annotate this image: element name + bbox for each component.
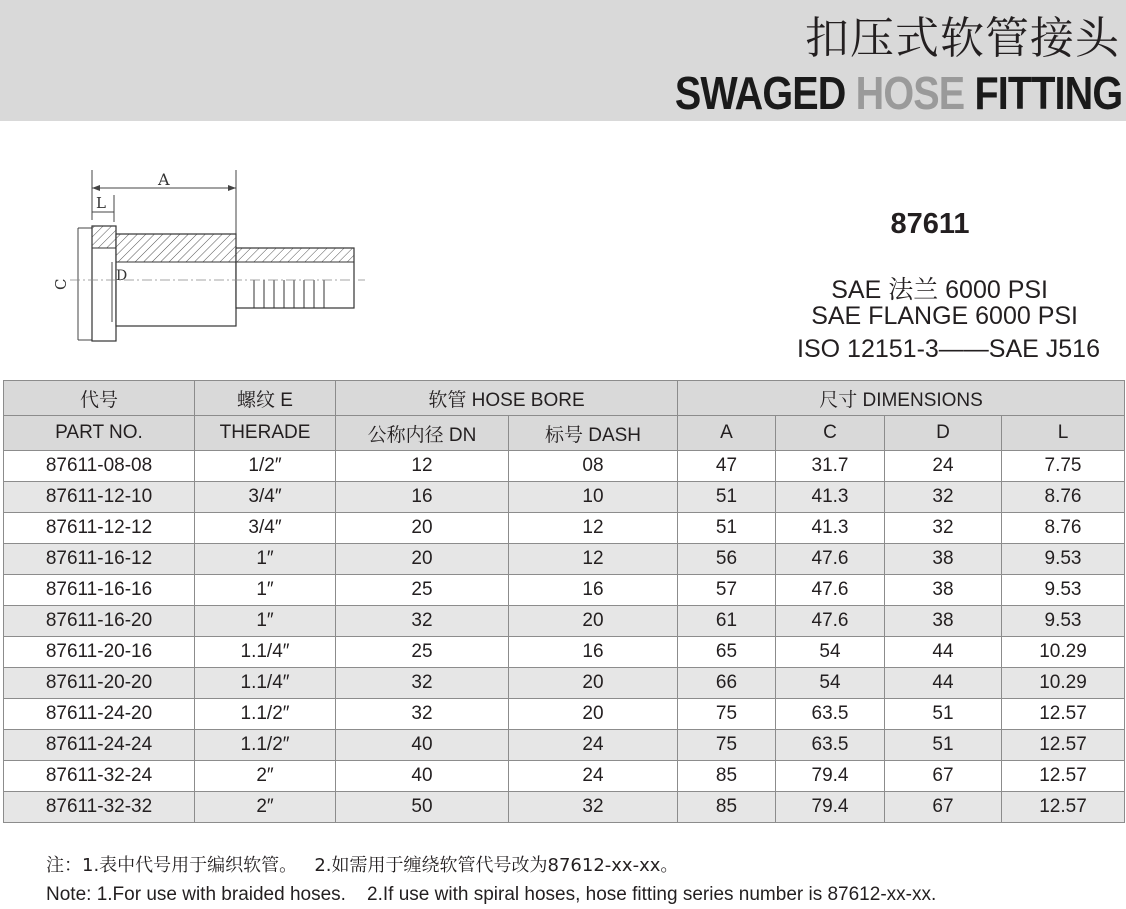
dash-cell: 20 [509, 699, 678, 730]
dim-a-cell: 56 [678, 544, 776, 575]
thread-cell: 1.1/2″ [195, 699, 336, 730]
dim-c-cell: 79.4 [776, 792, 885, 823]
dn-cell: 12 [336, 451, 509, 482]
thread-cell: 1″ [195, 544, 336, 575]
header-c: C [776, 416, 885, 451]
dim-l-cell: 12.57 [1002, 761, 1125, 792]
dim-a-cell: 57 [678, 575, 776, 606]
table-row [4, 792, 1125, 823]
header-thread-cn: 螺纹 E [195, 381, 336, 416]
dim-d-cell: 67 [885, 761, 1002, 792]
dim-c-cell: 41.3 [776, 513, 885, 544]
spec-chinese: SAE 法兰 6000 PSI [831, 276, 1048, 304]
thread-cell: 2″ [195, 761, 336, 792]
dim-c-cell: 54 [776, 668, 885, 699]
table-row [4, 730, 1125, 761]
thread-cell: 1/2″ [195, 451, 336, 482]
table-row [4, 761, 1125, 792]
part-no-cell: 87611-24-20 [4, 699, 195, 730]
part-no-cell: 87611-32-24 [4, 761, 195, 792]
dim-l-cell: 10.29 [1002, 668, 1125, 699]
header-banner [0, 0, 1126, 121]
thread-cell: 1.1/4″ [195, 637, 336, 668]
dim-a-cell: 75 [678, 730, 776, 761]
dim-c-label: C [52, 278, 70, 290]
header-hose-bore: 软管 HOSE BORE [336, 381, 678, 416]
header-dash: 标号 DASH [509, 416, 678, 451]
dash-cell: 16 [509, 575, 678, 606]
dim-a-label: A [158, 170, 170, 189]
dim-c-cell: 47.6 [776, 575, 885, 606]
table-row [4, 513, 1125, 544]
dim-l-cell: 12.57 [1002, 730, 1125, 761]
dn-cell: 25 [336, 637, 509, 668]
dn-cell: 16 [336, 482, 509, 513]
dim-c-cell: 41.3 [776, 482, 885, 513]
dim-a-cell: 75 [678, 699, 776, 730]
header-l: L [1002, 416, 1125, 451]
header-thread-en: THERADE [195, 416, 336, 451]
dash-cell: 16 [509, 637, 678, 668]
dim-d-cell: 32 [885, 513, 1002, 544]
table-row [4, 699, 1125, 730]
header-a: A [678, 416, 776, 451]
thread-cell: 3/4″ [195, 482, 336, 513]
dash-cell: 12 [509, 544, 678, 575]
part-no-cell: 87611-16-12 [4, 544, 195, 575]
part-no-cell: 87611-20-20 [4, 668, 195, 699]
dash-cell: 12 [509, 513, 678, 544]
part-no-cell: 87611-32-32 [4, 792, 195, 823]
part-no-cell: 87611-16-20 [4, 606, 195, 637]
table-row [4, 668, 1125, 699]
header-partno-en: PART NO. [4, 416, 195, 451]
dn-cell: 50 [336, 792, 509, 823]
note-english: Note: 1.For use with braided hoses. 2.If use with spiral hoses, hose fitting series number is 87612-xx-xx. [46, 884, 937, 905]
thread-cell: 3/4″ [195, 513, 336, 544]
header-dimensions: 尺寸 DIMENSIONS [678, 381, 1125, 416]
dim-c-cell: 63.5 [776, 730, 885, 761]
dash-cell: 20 [509, 668, 678, 699]
part-no-cell: 87611-24-24 [4, 730, 195, 761]
spec-iso: ISO 12151-3——SAE J516 [797, 335, 1100, 363]
dash-cell: 20 [509, 606, 678, 637]
table-row [4, 544, 1125, 575]
dim-l-cell: 9.53 [1002, 606, 1125, 637]
dn-cell: 32 [336, 699, 509, 730]
title-en-part3: FITTING [964, 67, 1122, 119]
title-english [675, 66, 1122, 120]
dash-cell: 32 [509, 792, 678, 823]
thread-cell: 1″ [195, 606, 336, 637]
header-partno-cn: 代号 [4, 381, 195, 416]
dim-l-cell: 8.76 [1002, 482, 1125, 513]
table-row [4, 606, 1125, 637]
dn-cell: 25 [336, 575, 509, 606]
dn-cell: 32 [336, 606, 509, 637]
dim-d-cell: 44 [885, 637, 1002, 668]
dim-a-cell: 65 [678, 637, 776, 668]
title-en-hose: HOSE [855, 67, 965, 119]
dim-d-label: D [116, 268, 128, 284]
dim-a-cell: 51 [678, 482, 776, 513]
table-row [4, 637, 1125, 668]
dim-l-cell: 10.29 [1002, 637, 1125, 668]
dash-cell: 24 [509, 730, 678, 761]
dim-l-cell: 12.57 [1002, 792, 1125, 823]
header-d: D [885, 416, 1002, 451]
dim-l-label: L [96, 194, 106, 212]
dn-cell: 40 [336, 730, 509, 761]
thread-cell: 1.1/2″ [195, 730, 336, 761]
part-no-cell: 87611-12-12 [4, 513, 195, 544]
table-row [4, 575, 1125, 606]
thread-cell: 1.1/4″ [195, 668, 336, 699]
part-no-cell: 87611-20-16 [4, 637, 195, 668]
dim-a-cell: 85 [678, 761, 776, 792]
dim-d-cell: 38 [885, 606, 1002, 637]
header-dn: 公称内径 DN [336, 416, 509, 451]
dn-cell: 20 [336, 544, 509, 575]
dim-l-cell: 9.53 [1002, 575, 1125, 606]
dim-c-cell: 47.6 [776, 606, 885, 637]
dim-d-cell: 51 [885, 730, 1002, 761]
dim-c-cell: 54 [776, 637, 885, 668]
dash-cell: 08 [509, 451, 678, 482]
dim-c-cell: 47.6 [776, 544, 885, 575]
dash-cell: 10 [509, 482, 678, 513]
dim-l-cell: 9.53 [1002, 544, 1125, 575]
title-chinese: 扣压式软管接头 [805, 13, 1120, 64]
spec-english: SAE FLANGE 6000 PSI [811, 302, 1078, 330]
model-number: 87611 [890, 208, 970, 240]
dim-l-cell: 8.76 [1002, 513, 1125, 544]
table-body [4, 451, 1125, 823]
table-row [4, 482, 1125, 513]
thread-cell: 2″ [195, 792, 336, 823]
part-no-cell: 87611-16-16 [4, 575, 195, 606]
dn-cell: 32 [336, 668, 509, 699]
table-row [4, 451, 1125, 482]
dim-a-cell: 61 [678, 606, 776, 637]
note-chinese: 注：1.表中代号用于编织软管。 2.如需用于缠绕软管代号改为87612-xx-xx。 [46, 855, 679, 876]
thread-cell: 1″ [195, 575, 336, 606]
dim-d-cell: 44 [885, 668, 1002, 699]
dn-cell: 40 [336, 761, 509, 792]
dim-a-cell: 85 [678, 792, 776, 823]
title-en-part1: SWAGED [674, 67, 856, 119]
dn-cell: 20 [336, 513, 509, 544]
dim-a-cell: 47 [678, 451, 776, 482]
dim-d-cell: 51 [885, 699, 1002, 730]
dim-c-cell: 31.7 [776, 451, 885, 482]
dim-d-cell: 67 [885, 792, 1002, 823]
dim-l-cell: 12.57 [1002, 699, 1125, 730]
part-no-cell: 87611-08-08 [4, 451, 195, 482]
part-no-cell: 87611-12-10 [4, 482, 195, 513]
fitting-drawing [50, 160, 370, 350]
dim-d-cell: 38 [885, 544, 1002, 575]
dash-cell: 24 [509, 761, 678, 792]
dim-d-cell: 32 [885, 482, 1002, 513]
dim-c-cell: 79.4 [776, 761, 885, 792]
dim-a-cell: 51 [678, 513, 776, 544]
dim-a-cell: 66 [678, 668, 776, 699]
dim-d-cell: 38 [885, 575, 1002, 606]
dim-c-cell: 63.5 [776, 699, 885, 730]
dim-d-cell: 24 [885, 451, 1002, 482]
dimensions-table [3, 380, 1125, 823]
dim-l-cell: 7.75 [1002, 451, 1125, 482]
